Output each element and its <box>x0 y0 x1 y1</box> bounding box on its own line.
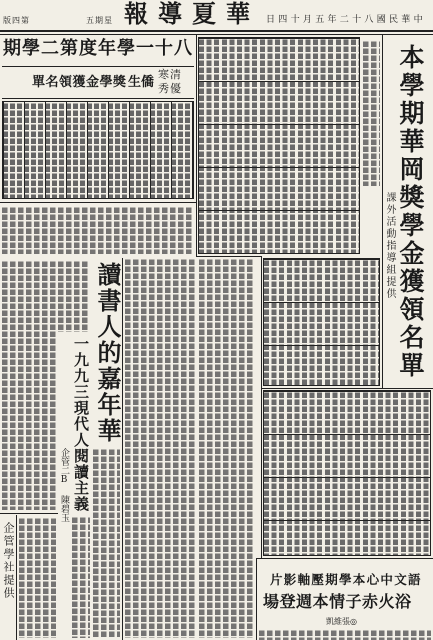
right-name-table-middle <box>263 258 380 386</box>
article-body-text <box>125 258 195 638</box>
right-notice-heading: 本學期華岡獎學金獲領名單 <box>396 44 425 380</box>
column-divider <box>196 35 197 257</box>
section-divider <box>0 202 196 203</box>
article-body-text <box>2 206 194 254</box>
weekday-label: 星期五 <box>86 16 113 25</box>
film-body-text <box>259 629 431 640</box>
column-divider <box>261 256 262 558</box>
section-divider <box>256 558 433 559</box>
article-body-text <box>58 260 90 332</box>
article-subtitle: 一九九三現代人閱讀主義 <box>72 336 90 512</box>
issue-date: 中華民國八十二年五月十四日 <box>266 15 426 25</box>
section-divider <box>0 513 58 514</box>
article-body-text <box>19 517 56 638</box>
film-headline: 浴火赤子情本週登場 <box>263 592 412 611</box>
title-column-divider <box>382 35 383 388</box>
right-name-table-lower <box>263 390 431 556</box>
masthead-title: 華夏導報 <box>124 0 260 28</box>
left-notice-option-b: 優秀 <box>158 82 182 95</box>
masthead-rule-thin <box>0 34 433 35</box>
article-body-text <box>199 258 255 638</box>
section-divider <box>262 388 433 389</box>
left-notice-tail: 獎學金獲領名單 <box>32 75 127 90</box>
right-notice-credit: 課外活動指導組提供 <box>384 192 395 300</box>
left-name-table <box>2 101 194 199</box>
masthead-rule <box>0 30 433 32</box>
article-body-text <box>2 260 56 510</box>
column-divider <box>256 558 257 640</box>
left-notice-rule-2 <box>2 98 194 99</box>
credit-divider <box>16 515 17 640</box>
article-body-text <box>93 448 120 638</box>
right-notice-intro-text <box>363 40 380 186</box>
page-number-label: 第四版 <box>3 16 30 25</box>
left-notice-group: 僑生 <box>128 75 155 90</box>
left-notice-heading: 八十一學年度第二學期 <box>3 38 193 59</box>
right-name-table-upper <box>198 37 360 254</box>
section-divider <box>196 256 262 257</box>
left-notice-option-a: 清寒 <box>158 68 182 81</box>
article-byline: 企管二B 陳碧玉 <box>59 448 69 522</box>
column-divider <box>122 258 123 640</box>
article-credit: 企管學社提供 <box>2 522 15 600</box>
left-notice-rule <box>2 66 194 67</box>
film-kicker: 語文中心本學期壓軸影片 <box>270 572 422 587</box>
article-body-text <box>72 516 90 638</box>
article-title: 讀書人的嘉年華 <box>93 262 122 444</box>
film-byline: ◎張維凱 <box>326 617 357 626</box>
